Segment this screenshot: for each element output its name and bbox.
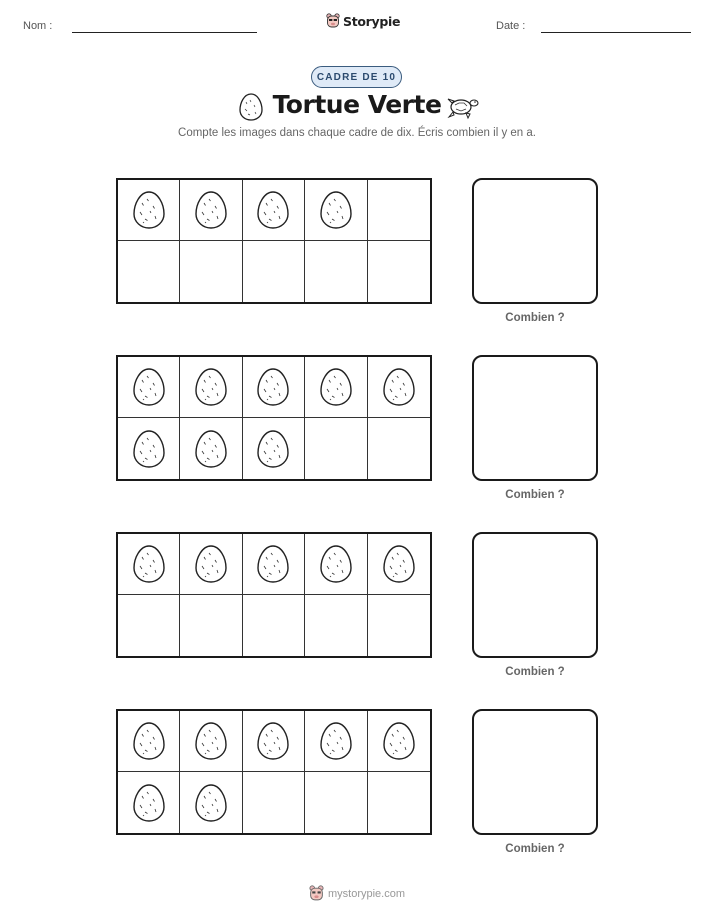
answer-label: Combien ?	[505, 489, 565, 501]
ten-frame-cell	[243, 711, 305, 772]
ten-frame	[116, 355, 432, 481]
egg-icon	[132, 783, 166, 823]
answer-label: Combien ?	[505, 666, 565, 678]
ten-frame-cell	[368, 357, 430, 418]
egg-icon	[256, 190, 290, 230]
egg-icon	[132, 544, 166, 584]
ten-frame-cell	[118, 711, 180, 772]
egg-icon	[132, 367, 166, 407]
ten-frame-cell	[305, 357, 367, 418]
ten-frame	[116, 709, 432, 835]
brand-logo	[326, 13, 400, 29]
egg-icon	[319, 367, 353, 407]
ten-frame-cell	[180, 418, 242, 479]
ten-frame-cell	[243, 772, 305, 833]
ten-frame-cell	[180, 711, 242, 772]
ten-frame-cell	[118, 241, 180, 302]
ten-frame-cell	[305, 180, 367, 241]
egg-icon	[256, 367, 290, 407]
egg-icon	[256, 544, 290, 584]
name-line[interactable]	[72, 32, 257, 33]
egg-icon	[194, 429, 228, 469]
ten-frame-cell	[118, 595, 180, 656]
ten-frame-cell	[305, 241, 367, 302]
ten-frame-cell	[243, 357, 305, 418]
ten-frame-cell	[243, 595, 305, 656]
ten-frame-cell	[305, 418, 367, 479]
egg-icon	[319, 721, 353, 761]
answer-box[interactable]	[472, 178, 598, 304]
egg-icon	[382, 367, 416, 407]
ten-frame-cell	[180, 595, 242, 656]
egg-icon	[256, 721, 290, 761]
egg-icon	[256, 429, 290, 469]
answer-box[interactable]	[472, 709, 598, 835]
ten-frame-cell	[180, 180, 242, 241]
ten-frame-cell	[305, 711, 367, 772]
egg-icon	[319, 544, 353, 584]
ten-frame-cell	[243, 180, 305, 241]
answer-label: Combien ?	[505, 843, 565, 855]
ten-frame-cell	[243, 241, 305, 302]
egg-icon	[132, 721, 166, 761]
egg-icon	[194, 544, 228, 584]
ten-frame-cell	[243, 534, 305, 595]
egg-icon	[194, 783, 228, 823]
storypie-logo-icon	[326, 13, 340, 29]
egg-icon	[382, 721, 416, 761]
instructions: Compte les images dans chaque cadre de dix. Écris combien il y en a.	[178, 127, 536, 139]
egg-icon	[194, 190, 228, 230]
footer-site[interactable]: mystorypie.com	[328, 887, 406, 900]
ten-frame-cell	[368, 595, 430, 656]
ten-frame	[116, 532, 432, 658]
ten-frame	[116, 178, 432, 304]
turtle-icon	[446, 94, 480, 120]
ten-frame-cell	[305, 595, 367, 656]
egg-icon	[132, 429, 166, 469]
ten-frame-cell	[368, 711, 430, 772]
egg-icon	[194, 367, 228, 407]
category-badge: CADRE DE 10	[311, 66, 402, 88]
egg-icon	[194, 721, 228, 761]
answer-label: Combien ?	[505, 312, 565, 324]
ten-frame-cell	[243, 418, 305, 479]
ten-frame-cell	[180, 534, 242, 595]
ten-frame-cell	[118, 418, 180, 479]
date-line[interactable]	[541, 32, 691, 33]
ten-frame-cell	[118, 534, 180, 595]
ten-frame-cell	[368, 180, 430, 241]
name-label: Nom :	[23, 20, 53, 32]
storypie-logo-icon	[309, 885, 324, 902]
ten-frame-cell	[118, 180, 180, 241]
ten-frame-cell	[118, 772, 180, 833]
ten-frame-cell	[368, 772, 430, 833]
egg-icon	[382, 544, 416, 584]
answer-box[interactable]	[472, 355, 598, 481]
brand-name: Storypie	[343, 13, 401, 29]
ten-frame-cell	[368, 241, 430, 302]
ten-frame-cell	[180, 357, 242, 418]
footer	[309, 885, 405, 902]
egg-icon	[319, 190, 353, 230]
ten-frame-cell	[305, 534, 367, 595]
answer-box[interactable]	[472, 532, 598, 658]
page-title: Tortue Verte	[272, 90, 442, 119]
ten-frame-cell	[118, 357, 180, 418]
ten-frame-cell	[180, 772, 242, 833]
ten-frame-cell	[305, 772, 367, 833]
ten-frame-cell	[368, 534, 430, 595]
date-label: Date :	[496, 20, 526, 32]
ten-frame-cell	[180, 241, 242, 302]
ten-frame-cell	[368, 418, 430, 479]
egg-icon	[132, 190, 166, 230]
